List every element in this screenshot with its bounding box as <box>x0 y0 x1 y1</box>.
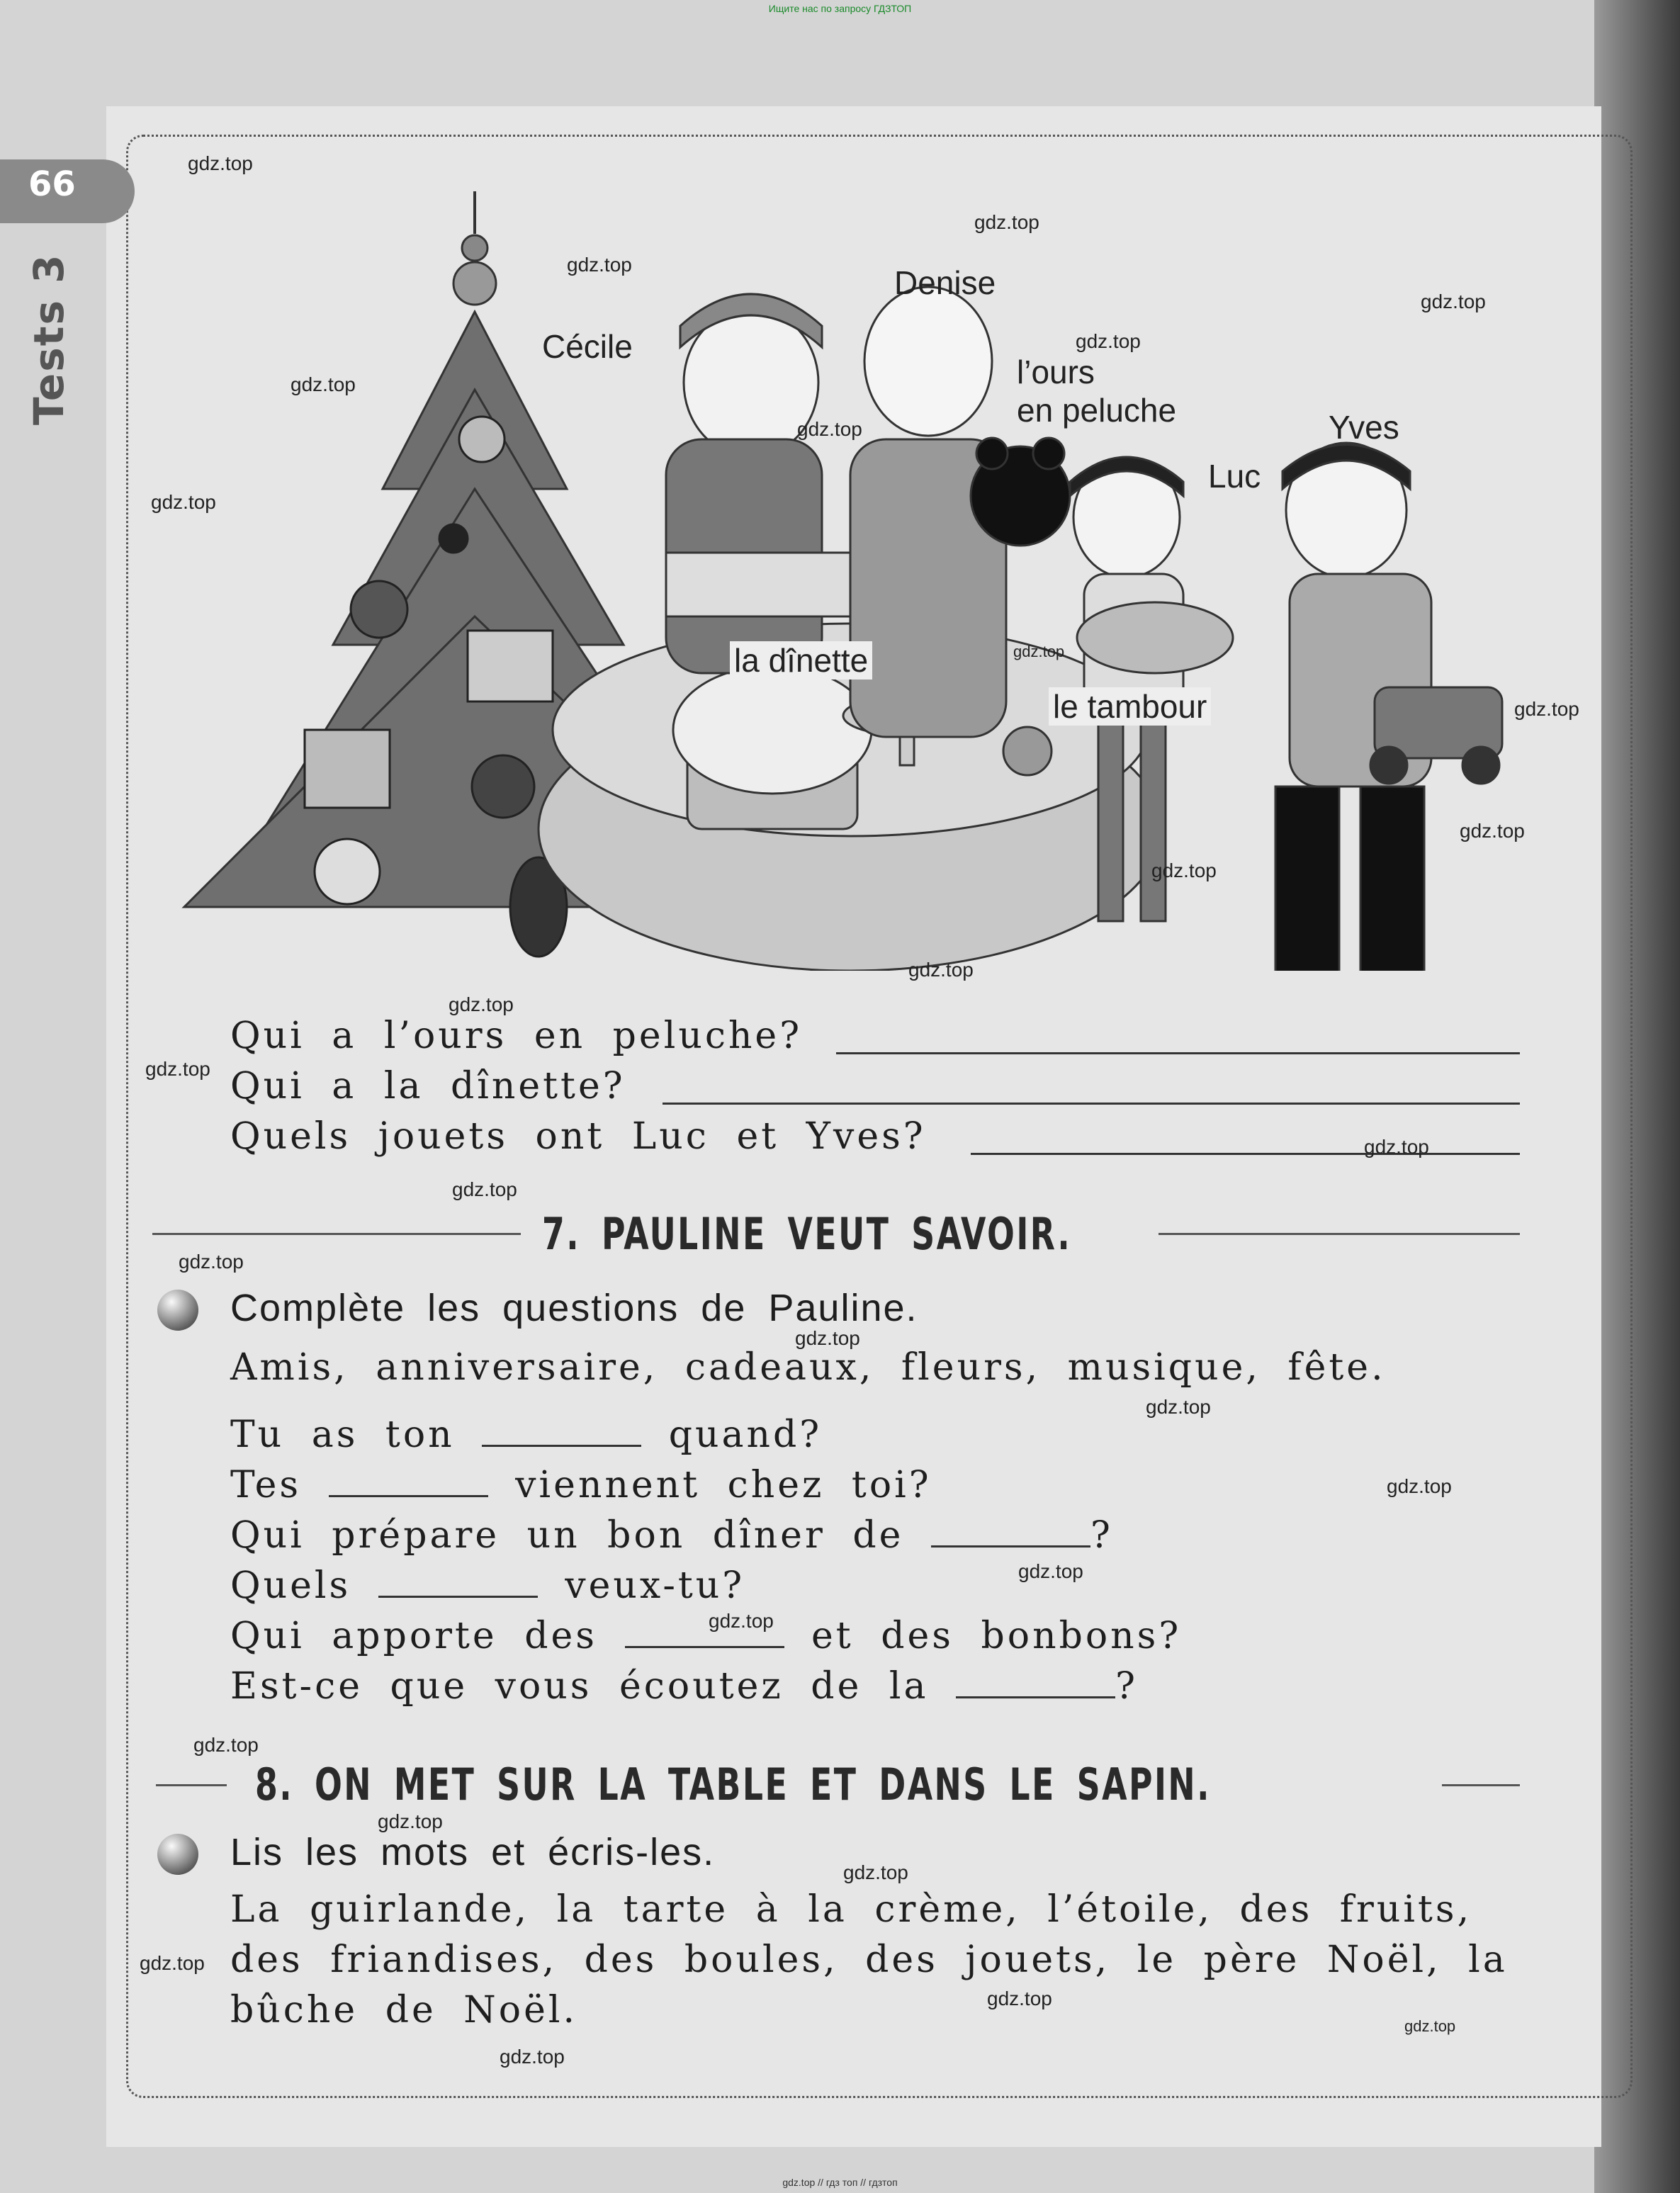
line6-after: ? <box>1115 1665 1138 1708</box>
line3-before: Qui prépare un bon dîner de <box>230 1514 904 1557</box>
watermark: gdz.top <box>188 152 253 174</box>
blank-4[interactable] <box>378 1567 538 1598</box>
section7-line-3 <box>230 1514 1113 1557</box>
watermark: gdz.top <box>987 1988 1052 2009</box>
section7-line-1 <box>230 1414 822 1456</box>
label-luc: Luc <box>1208 458 1261 495</box>
section8-text-line-1: La guirlande, la tarte à la crème, l’étoile, des fruits, <box>230 1888 1472 1931</box>
watermark: gdz.top <box>974 211 1039 233</box>
line5-after: et des bonbons? <box>811 1615 1182 1657</box>
question-ours: Qui a l’ours en peluche? <box>230 1015 803 1057</box>
watermark: gdz.top <box>145 1058 210 1080</box>
watermark: gdz.top <box>709 1610 774 1632</box>
label-ours-line1: l’ours <box>1017 354 1095 390</box>
label-tambour: le tambour <box>1049 687 1211 726</box>
section7-line-4 <box>230 1565 745 1607</box>
blank-1[interactable] <box>482 1416 641 1447</box>
label-yves: Yves <box>1329 409 1399 446</box>
line1-before: Tu as ton <box>230 1414 455 1456</box>
watermark: gdz.top <box>1018 1560 1083 1582</box>
section8-text-line-2: des friandises, des boules, des jouets, le père Noël, la <box>230 1939 1508 1981</box>
watermark: gdz.top <box>151 491 216 513</box>
boy-yves <box>1275 443 1502 971</box>
watermark: gdz.top <box>378 1810 443 1832</box>
line2-after: viennent chez toi? <box>515 1464 932 1506</box>
section8-text-line-3: bûche de Noël. <box>230 1989 578 2031</box>
watermark: gdz.top <box>1460 820 1525 842</box>
blank-3[interactable] <box>931 1517 1090 1547</box>
watermark: gdz.top <box>193 1734 259 1756</box>
watermark: gdz.top <box>1514 698 1579 720</box>
page-number: 66 <box>28 164 76 204</box>
line3-after: ? <box>1090 1514 1113 1557</box>
line4-after: veux-tu? <box>565 1565 745 1607</box>
section7-line-6 <box>230 1665 1138 1708</box>
section8-rule-left <box>156 1784 227 1786</box>
section7-title: 7. PAULINE VEUT SAVOIR. <box>542 1208 1072 1260</box>
section7-bullet-icon <box>157 1290 198 1331</box>
watermark: gdz.top <box>795 1327 860 1349</box>
section8-rule-right <box>1442 1784 1520 1786</box>
section7-instruction: Complète les questions de Pauline. <box>230 1287 918 1329</box>
watermark: gdz.top <box>843 1861 908 1883</box>
watermark: gdz.top <box>567 254 632 276</box>
blank-6[interactable] <box>956 1668 1115 1698</box>
line6-before: Est-ce que vous écoutez de la <box>230 1665 929 1708</box>
answer-line-jouets[interactable] <box>971 1153 1520 1155</box>
line1-after: quand? <box>668 1414 823 1456</box>
section8-title: 8. ON MET SUR LA TABLE ET DANS LE SAPIN. <box>255 1759 1212 1810</box>
line4-before: Quels <box>230 1565 351 1607</box>
watermark: gdz.top <box>449 993 514 1015</box>
watermark: gdz.top <box>797 418 862 440</box>
line5-before: Qui apporte des <box>230 1615 597 1657</box>
label-cecile: Cécile <box>542 328 633 365</box>
question-jouets: Quels jouets ont Luc et Yves? <box>230 1115 926 1158</box>
answer-line-ours[interactable] <box>836 1052 1520 1054</box>
answer-line-dinette[interactable] <box>663 1103 1520 1105</box>
section8-bullet-icon <box>157 1834 198 1875</box>
watermark: gdz.top <box>1013 643 1065 660</box>
watermark: gdz.top <box>179 1251 244 1273</box>
watermark: gdz.top <box>1151 859 1217 881</box>
question-dinette: Qui a la dînette? <box>230 1065 626 1107</box>
line2-before: Tes <box>230 1464 302 1506</box>
watermark: gdz.top <box>140 1952 205 1974</box>
section7-line-2 <box>230 1464 932 1506</box>
watermark: gdz.top <box>1404 2017 1456 2035</box>
section7-word-list: Amis, anniversaire, cadeaux, fleurs, musique, fête. <box>230 1346 1386 1389</box>
watermark: gdz.top <box>1421 291 1486 312</box>
label-denise: Denise <box>894 264 996 301</box>
cake <box>673 666 872 829</box>
section7-rule-left <box>152 1233 521 1235</box>
header-link[interactable]: Ищите нас по запросу ГДЗТОП <box>768 3 912 14</box>
watermark: gdz.top <box>500 2046 565 2068</box>
watermark: gdz.top <box>908 959 974 981</box>
section7-line-5 <box>230 1615 1181 1657</box>
watermark: gdz.top <box>1146 1396 1211 1418</box>
watermark: gdz.top <box>1076 330 1141 352</box>
label-ours-line2: en peluche <box>1017 392 1177 429</box>
watermark: gdz.top <box>1364 1136 1429 1158</box>
watermark: gdz.top <box>1387 1475 1452 1497</box>
watermark: gdz.top <box>291 373 356 395</box>
tests-section-label: Tests 3 <box>25 253 73 425</box>
label-dinette: la dînette <box>730 641 872 680</box>
footer-link[interactable]: gdz.top // гдз топ // гдзтоп <box>782 2177 898 2188</box>
christmas-illustration <box>170 191 1516 971</box>
section8-instruction: Lis les mots et écris-les. <box>230 1831 716 1873</box>
section7-rule-right <box>1158 1233 1520 1235</box>
watermark: gdz.top <box>452 1178 517 1200</box>
blank-2[interactable] <box>329 1467 488 1497</box>
